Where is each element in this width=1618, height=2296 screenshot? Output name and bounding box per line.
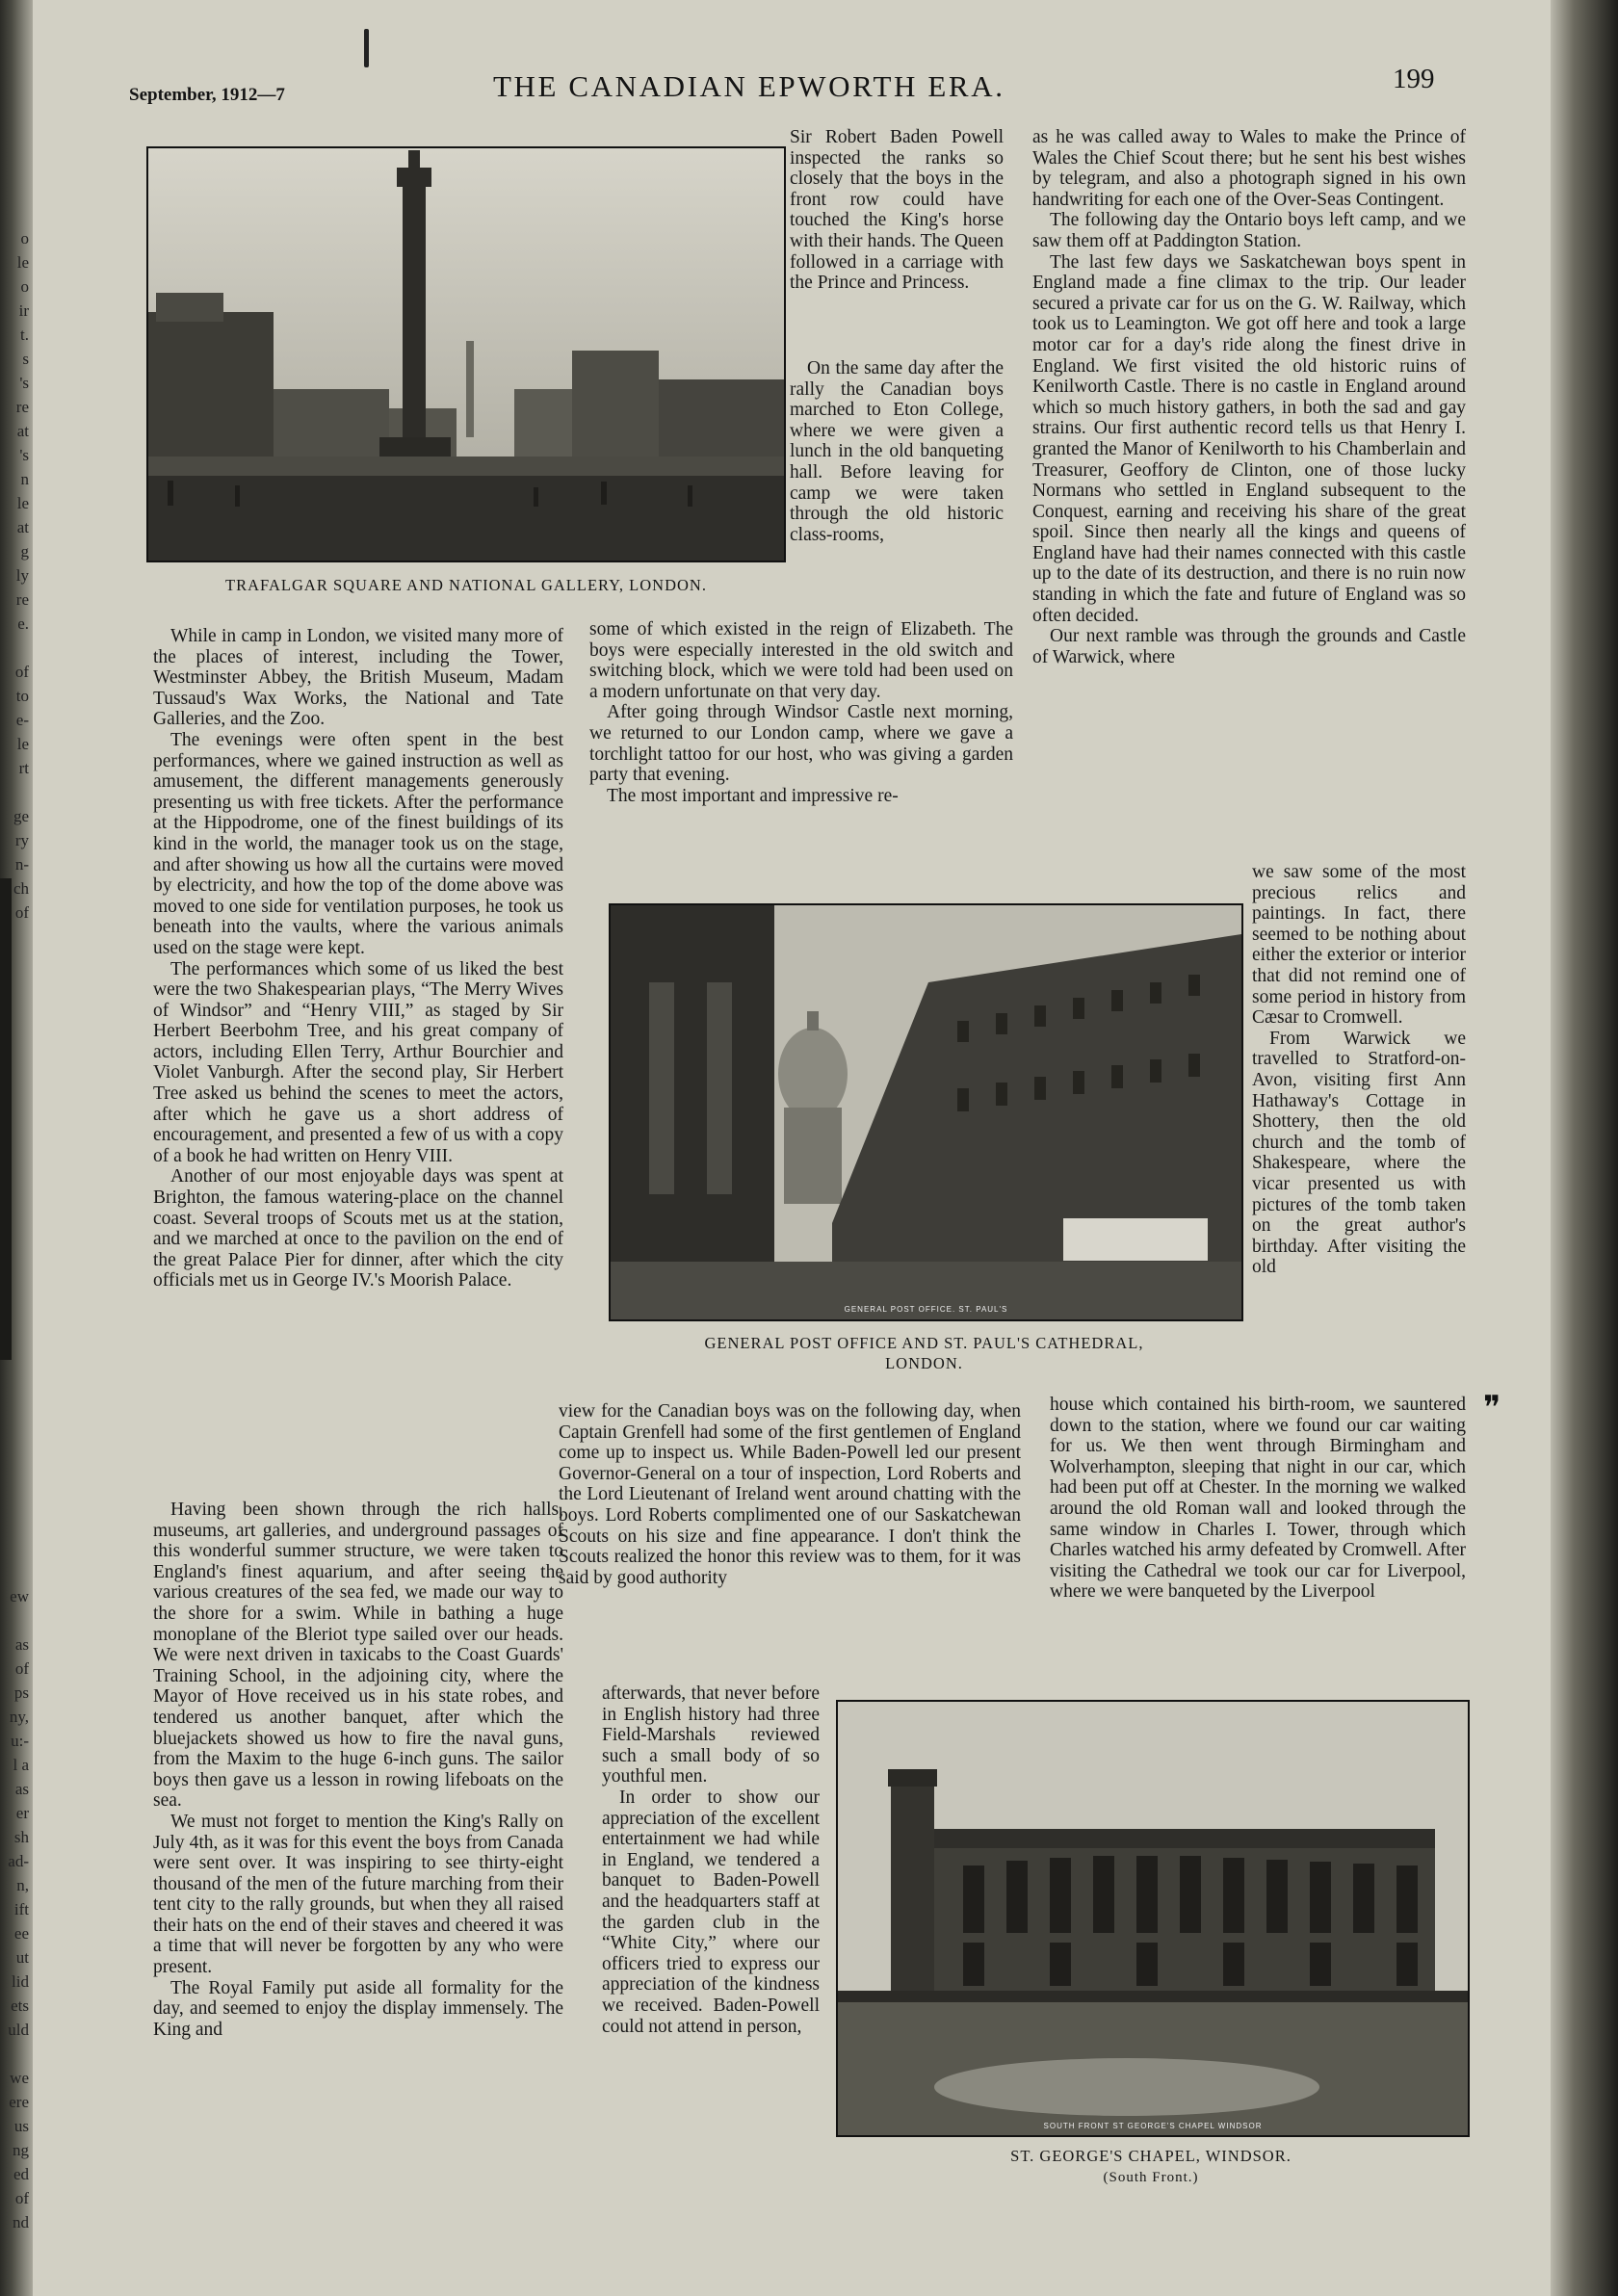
margin-fragment: u:- [11, 1732, 29, 1750]
margin-fragment: n, [16, 1876, 29, 1894]
chapel-plate-label: SOUTH FRONT ST GEORGE'S CHAPEL WINDSOR [1043, 2122, 1263, 2130]
post-office-caption-line2: LONDON. [885, 1354, 963, 1372]
margin-fragment: to [15, 687, 29, 705]
margin-fragment: ad- [8, 1852, 29, 1870]
paragraph: Having been shown through the rich halls, museums, art galleries, and underground passages of this wonderful summer structure, we were taken to England's finest aquarium, and after seeing the various creatures of the sea fed, we made our way to the shore for a swim. While in bathing a huge monoplane of the Bleriot type sailed over our heads. We were next driven in taxicabs to the Coast Guards' Training School, in the adjoining city, where the Mayor of Hove received us in his state robes, and tendered us another banquet, after which the bluejackets showed us how to fire the naval guns, from the Maxim to the huge 6-inch guns. The sailor boys then gave us a lesson in rowing lifeboats on the sea. [153, 1500, 563, 1812]
margin-fragment: ps [13, 1683, 29, 1702]
margin-fragment: of [14, 903, 29, 922]
margin-fragment: at [16, 518, 29, 536]
margin-fragment: re [15, 398, 29, 416]
column-1-upper [153, 626, 563, 1486]
margin-fragment: n- [14, 855, 29, 874]
margin-fragment: as [14, 1780, 29, 1798]
margin-fragment: ch [13, 879, 29, 898]
paragraph: From Warwick we travelled to Stratford-on-Avon, visiting first Ann Hathaway's Cottage in Shottery, then the old church and the tomb of Shakespeare, where the vicar presented us with pictures of the tomb taken on the great author's birthday. After visiting the old [1252, 1028, 1466, 1278]
margin-fragment: ry [14, 831, 29, 849]
margin-fragment: uld [8, 2021, 29, 2039]
margin-fragment: re [15, 590, 29, 609]
paragraph: We must not forget to mention the King's Rally on July 4th, as it was for this event the boys from Canada were sent over. It was inspiring to see thirty-eight thousand of the men of the future marching from their tent city to the rally grounds, but when they all raised their hats on the end of their staves and cheered it was a time that will never be forgotten by any who were present. [153, 1811, 563, 1978]
ink-mark: ❞ [1483, 1391, 1501, 1426]
margin-fragment: ge [13, 807, 29, 825]
column-2-narrow-lower [790, 358, 1004, 616]
paragraph: afterwards, that never before in English history had three Field-Marshals reviewed such a small body of so youthful men. [602, 1683, 820, 1787]
previous-page-margin-lower [0, 1584, 29, 2234]
margin-fragment: le [16, 735, 29, 753]
margin-fragment: at [16, 422, 29, 440]
magazine-title: THE CANADIAN EPWORTH ERA. [493, 69, 1005, 103]
paragraph: After going through Windsor Castle next morning, we returned to our London camp, where we gave a torchlight tattoo for our host, who was giving a garden party that evening. [589, 702, 1013, 786]
margin-fragment: ly [15, 566, 29, 585]
previous-page-photo-edge [0, 878, 12, 1360]
paragraph: The last few days we Saskatchewan boys spent in England made a fine climax to the trip. Our leader secured a private car for us on the G. W. Railway, which took us to Leamington. We got off here and took a large motor car for a day's ride along the finest drive in England. We first visited the old historic ruins of Kenilworth Castle. There is no castle in England around which so much history gathers, in both the sad and gay strains. Our first authentic record tells us that Henry I. granted the Manor of Kenilworth to his Chamberlain and Treasurer, Geoffory de Clinton, one of those lucky Normans who settled in England subsequent to the Conquest, earning and receiving his share of the great spoil. Since then nearly all the kings and queens of England have had their names connected with this castle up to the date of its destruction, and there is no ruin now standing in which the fate and future of England was so often decided. [1032, 251, 1466, 626]
paragraph: On the same day after the rally the Canadian boys marched to Eton College, where we were given a lunch in the old banqueting hall. Before leaving for camp we were taken through the old historic class-rooms, [790, 358, 1004, 545]
margin-fragment: of [14, 663, 29, 681]
column-3-upper [1032, 127, 1466, 859]
margin-fragment: t. [20, 326, 29, 344]
paragraph: The following day the Ontario boys left camp, and we saw them off at Paddington Station. [1032, 210, 1466, 251]
chapel-caption-line2: (South Front.) [1103, 2170, 1199, 2185]
column-2-middle [589, 619, 1013, 872]
column-2-narrow-upper [790, 127, 1004, 354]
margin-fragment: ere [9, 2093, 29, 2111]
trafalgar-caption: TRAFALGAR SQUARE AND NATIONAL GALLERY, LONDON. [225, 576, 707, 594]
margin-fragment: o [20, 277, 29, 296]
paragraph: The evenings were often spent in the best performances, where we gained instruction as well as amusement, the different managements generously presenting us with free tickets. After the performance at the Hippodrome, one of the finest buildings of its kind in the world, the manager took us on the stage, and after showing us how all the curtains were moved by electricity, and how the top of the dome above was moved to one side for ventilation purposes, he took us beneath into the vaults, where the various animals used on the stage were kept. [153, 729, 563, 958]
margin-fragment: er [15, 1804, 29, 1822]
margin-fragment [0, 636, 29, 660]
st-georges-chapel-photo [836, 1700, 1470, 2137]
margin-fragment: of [14, 1659, 29, 1678]
paragraph: house which contained his birth-room, we sauntered down to the station, where we found our car waiting for us. We then went through Birmingham and Wolverhampton, sleeping that night in our car, which had been put off at Chester. In the morning we walked around the old Roman wall and looked through the same window in Charles I. Tower, through which Charles watched his army defeated by Cromwell. After visiting the Cathedral we took our car for Liverpool, where we were banqueted by the Liverpool [1050, 1395, 1466, 1603]
margin-fragment: lid [12, 1972, 29, 1991]
paragraph: as he was called away to Wales to make the Prince of Wales the Chief Scout there; but he sent his best wishes by telegram, and also a photograph signed in his own handwriting for each one of the Over-Seas Contingent. [1032, 127, 1466, 210]
page-number: 199 [1393, 64, 1435, 94]
paragraph: Another of our most enjoyable days was spent at Brighton, the famous watering-place on the channel coast. Several troops of Scouts met us at the station, and we marched at once to the pavilion on the end of the great Palace Pier for dinner, after which the city officials met us in George IV.'s Moorish Palace. [153, 1166, 563, 1292]
margin-fragment: ut [15, 1948, 29, 1967]
margin-fragment: ew [10, 1587, 29, 1605]
margin-fragment: nd [13, 2213, 29, 2231]
margin-fragment: ift [13, 1900, 29, 1918]
post-office-photo [609, 903, 1243, 1321]
margin-fragment [0, 780, 29, 804]
margin-fragment [0, 1608, 29, 1632]
column-1-lower [153, 1500, 563, 2174]
margin-fragment: we [10, 2069, 29, 2087]
margin-fragment: ed [13, 2165, 29, 2183]
margin-fragment: g [20, 542, 29, 561]
paragraph: view for the Canadian boys was on the following day, when Captain Grenfell had some of the first gentlemen of England come up to inspect us. While Baden-Powell led our present Governor-General on a tour of inspection, Lord Roberts and the Lord Lieutenant of Ireland went around chatting with the boys. Lord Roberts complimented one of our Saskatchewan Scouts on his size and fine appearance. I don't think the Scouts realized the honor this review was to them, for it was said by good authority [559, 1401, 1021, 1588]
post-office-caption-line1: GENERAL POST OFFICE AND ST. PAUL'S CATHEDRAL, [704, 1334, 1144, 1352]
paragraph: The performances which some of us liked the best were the two Shakespearian plays, “The Merry Wives of Windsor” and “Henry VIII,” as staged by Sir Herbert Beerbohm Tree, and his great company of actors, including Ellen Terry, Arthur Bourchier and Violet Vanburgh. After the second play, Sir Herbert Tree asked us behind the scenes to meet the actors, after which he gave us a short address of encouragement, and presented a few of us with a copy of a book he had written on Henry VIII. [153, 958, 563, 1166]
post-office-plate-label: GENERAL POST OFFICE. ST. PAUL'S [844, 1305, 1008, 1314]
paragraph: The most important and impressive re- [607, 785, 899, 806]
margin-fragment [0, 2042, 29, 2066]
margin-fragment: us [13, 2117, 29, 2135]
paragraph: Our next ramble was through the grounds and Castle of Warwick, where [1032, 626, 1466, 667]
paragraph: we saw some of the most precious relics and paintings. In fact, there seemed to be nothing about either the exterior or interior that did not remind one of some period in history from Cæsar to Cromwell. [1252, 862, 1466, 1029]
margin-fragment: ee [13, 1924, 29, 1943]
margin-fragment: s [22, 350, 29, 368]
margin-fragment: ir [18, 301, 29, 320]
chapel-caption-line1: ST. GEORGE'S CHAPEL, WINDSOR. [1010, 2147, 1292, 2165]
right-binding-shadow [1551, 0, 1618, 2296]
margin-fragment: ny, [9, 1708, 29, 1726]
margin-fragment: sh [13, 1828, 29, 1846]
margin-fragment: of [14, 2189, 29, 2207]
column-2-lower-narrow [602, 1683, 820, 2165]
margin-fragment: ets [11, 1996, 29, 2015]
paragraph: In order to show our appreciation of the excellent entertainment we had while in England, we tendered a banquet to Baden-Powell and the headquarters staff at the garden club in the “White City,” where our officers tried to express our appreciation of the kindness we received. Baden-Powell could not attend in person, [602, 1787, 820, 2037]
ink-mark [364, 29, 369, 67]
margin-fragment: le [16, 494, 29, 512]
column-3-lower [1050, 1395, 1466, 1674]
paragraph: some of which existed in the reign of Elizabeth. The boys were especially interested in the old switch and switching block, which we were told had been used on a modern unfortunate on that very day. [589, 619, 1013, 702]
margin-fragment: rt [18, 759, 29, 777]
margin-fragment: l a [13, 1756, 29, 1774]
margin-fragment: as [14, 1635, 29, 1654]
margin-fragment: 's [19, 374, 29, 392]
previous-page-margin-upper [0, 226, 29, 925]
paragraph: Sir Robert Baden Powell inspected the ranks so closely that the boys in the front row could have touched the King's horse with their hands. The Queen followed in a carriage with the Prince and Princess. [790, 127, 1004, 294]
margin-fragment: le [16, 253, 29, 272]
trafalgar-square-photo [146, 146, 786, 562]
column-2-lower-wide [559, 1401, 1021, 1681]
paragraph: The Royal Family put aside all formality for the day, and seemed to enjoy the display immensely. The King and [153, 1977, 563, 2040]
margin-fragment: n [20, 470, 29, 488]
margin-fragment: ng [13, 2141, 29, 2159]
margin-fragment: e- [15, 711, 29, 729]
issue-date: September, 1912—7 [129, 85, 285, 105]
margin-fragment: 's [19, 446, 29, 464]
margin-fragment: o [20, 229, 29, 248]
column-3-narrow [1252, 862, 1466, 1392]
paragraph: While in camp in London, we visited many more of the places of interest, including the Tower, Westminster Abbey, the British Museum, Madam Tussaud's Wax Works, the National and Tate Galleries, and the Zoo. [153, 626, 563, 730]
margin-fragment: e. [17, 614, 29, 633]
